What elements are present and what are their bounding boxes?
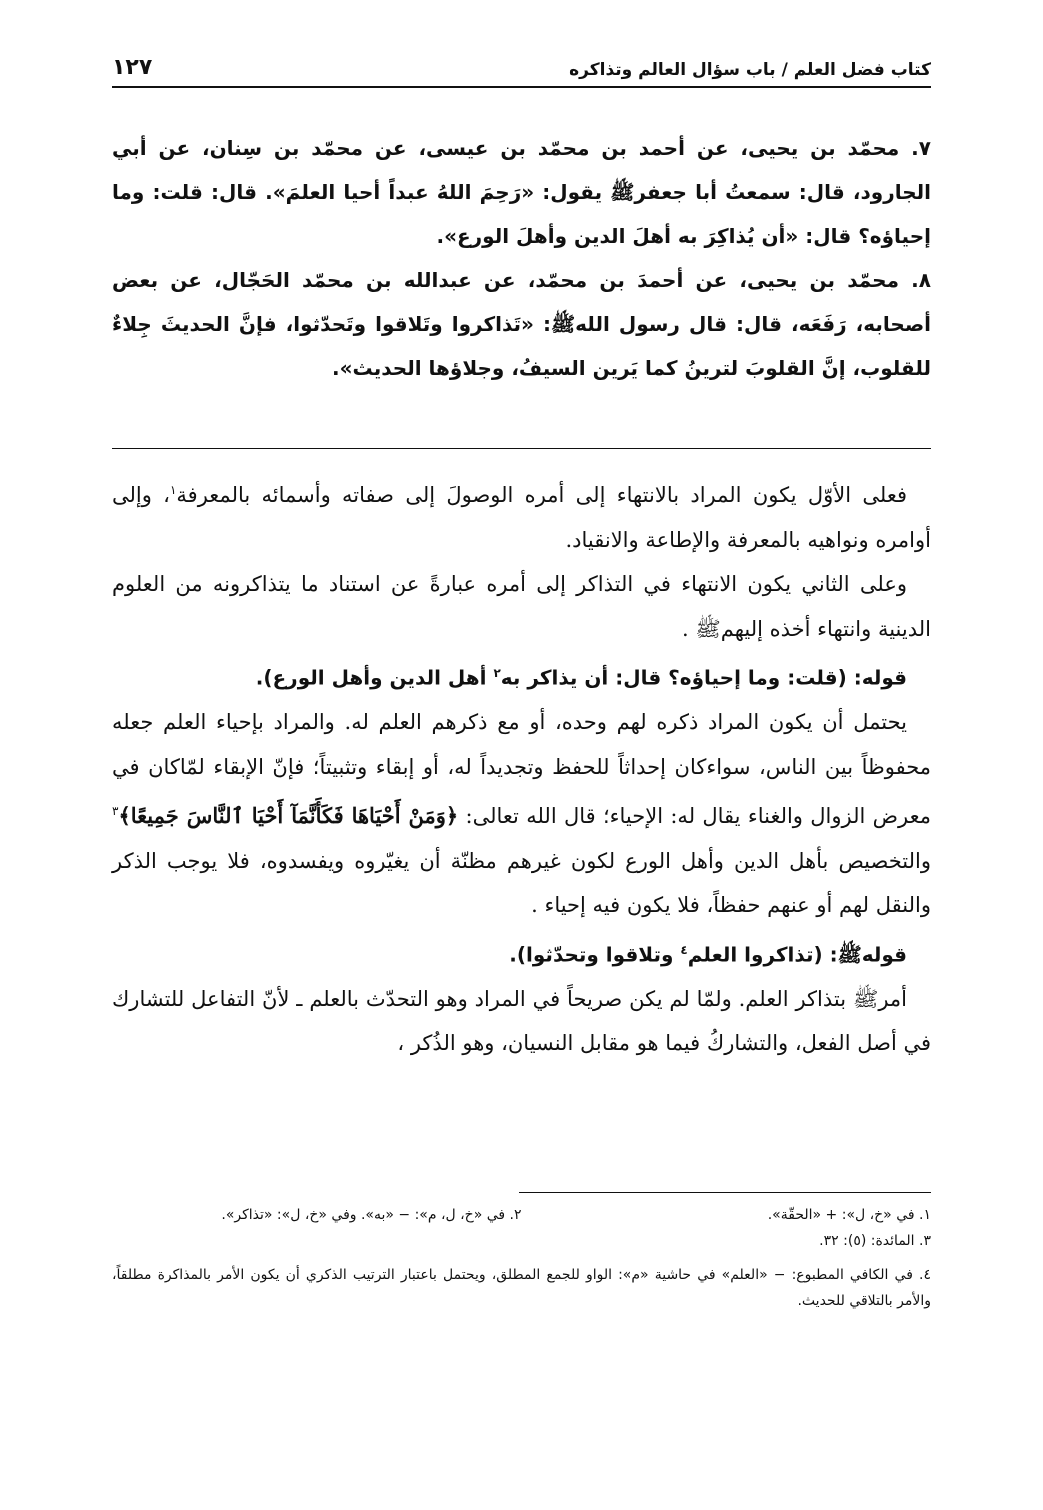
page-number: ١٢٧ [112, 55, 153, 80]
footnote-mark-3: ٣ [112, 804, 119, 819]
footnote-mark-4: ٤ [680, 942, 688, 957]
section-divider [112, 448, 931, 449]
commentary-text: ، وإلى أوامره ونواهيه بالمعرفة والإطاعة والانقياد. [112, 483, 931, 552]
lemma-text: قولهﷺ: (تذاكروا العلم [687, 942, 907, 967]
footnote-mark-1: ١ [169, 483, 177, 497]
commentary-paragraph-3 [112, 700, 931, 928]
footnote-divider [519, 1192, 931, 1193]
footnote-2: ٢. في «خ، ل، م»: − «به». وفي «خ، ل»: «تذاكر». [221, 1207, 522, 1223]
commentary-paragraph-2: وعلى الثاني يكون الانتهاء في التذاكر إلى أمره عبارةً عن استناد ما يتذاكرونه من العلوم الدينية وانتهاء أخذه إليهمﷺ . [112, 572, 931, 641]
lemma-text: وتلاقوا وتحدّثوا). [509, 942, 681, 967]
commentary-text: والتخصيص بأهل الدين وأهل الورع لكون غيرهم مظنّة أن يغيّروه ويفسدوه، فلا يوجب الذكر والنقل لهم أو عنهم حفظاً، فلا يكون فيه إحياء . [112, 848, 931, 918]
commentary-paragraph-1 [112, 468, 931, 562]
hadith-8: ٨. محمّد بن يحيى، عن أحمدَ بن محمّد، عن عبدالله بن محمّد الحَجّال، عن بعض أصحابه، رَفَعَه، قال: قال رسول اللهﷺ: «تَذاكروا وتَلاقوا وتَحدّثوا، فإنَّ الحديثَ جِلاءٌ للقلوب، إنَّ القلوبَ لترينُ كما يَرين السيفُ، وجلاؤها الحديث». [112, 268, 931, 380]
footnote-mark-2: ٢ [493, 666, 501, 680]
commentary-block [112, 468, 931, 1066]
lemma-text: قوله: (قلت: وما إحياؤه؟ قال: أن يذاكر به [500, 665, 907, 690]
commentary-text: فعلى الأوّل يكون المراد بالانتهاء إلى أمره الوصولَ إلى صفاته وأسمائه بالمعرفة [176, 483, 907, 507]
lemma-text: أهل الدين وأهل الورع). [255, 665, 494, 690]
footnote-1: ١. في «خ، ل»: + «الحقّة». [767, 1207, 931, 1223]
hadith-block [112, 126, 931, 390]
footnotes-block [112, 1202, 931, 1314]
commentary-paragraph-4: أمرﷺ بتذاكر العلم. ولمّا لم يكن صريحاً في المراد وهو التحدّث بالعلم ـ لأنّ التفاعل للتشارك في أصل الفعل، والتشاركُ فيما هو مقابل النسيان، وهو الذُكر ، [112, 986, 931, 1056]
running-title: كتاب فضل العلم / باب سؤال العالم وتذاكره [569, 60, 931, 80]
footnote-4: ٤. في الكافي المطبوع: − «العلم» في حاشية «م»: الواو للجمع المطلق، ويحتمل باعتبار الترتيب الذكري أن يكون الأمر بالمذاكرة مطلقاً، والأمر بالتلاقي للحديث. [112, 1267, 931, 1309]
hadith-7: ٧. محمّد بن يحيى، عن أحمد بن محمّد بن عيسى، عن محمّد بن سِنان، عن أبي الجارود، قال: سمعتُ أبا جعفرﷺ يقول: «رَحِمَ اللهُ عبداً أحيا العلمَ». قال: قلت: وما إحياؤه؟ قال: «أن يُذاكِرَ به أهلَ الدين وأهلَ الورع». [112, 136, 931, 248]
commentary-text: يحتمل أن يكون المراد ذكره لهم وحده، أو مع ذكرهم العلم له. والمراد بإحياء العلم جعله محفوظاً بين الناس، سواءكان إحداثاً للحفظ وتجديداً له، أو إبقاء وتثبيتاً؛ فإنّ الإبقاء لمّاكان في معرض الزوال والغناء يقال له: الإحياء؛ قال الله تعالى: [112, 710, 931, 829]
lemma-heading-1 [112, 651, 931, 700]
lemma-heading-2 [112, 928, 931, 977]
footnote-3: ٣. المائدة: (٥): ٣٢. [819, 1233, 931, 1249]
footnote-row [112, 1202, 931, 1228]
quran-verse: ﴿وَمَنْ أَحْيَاهَا فَكَأَنَّمَآ أَحْيَا ٱلنَّاسَ جَمِيعًا﴾ [118, 803, 459, 829]
page-header [112, 40, 931, 88]
